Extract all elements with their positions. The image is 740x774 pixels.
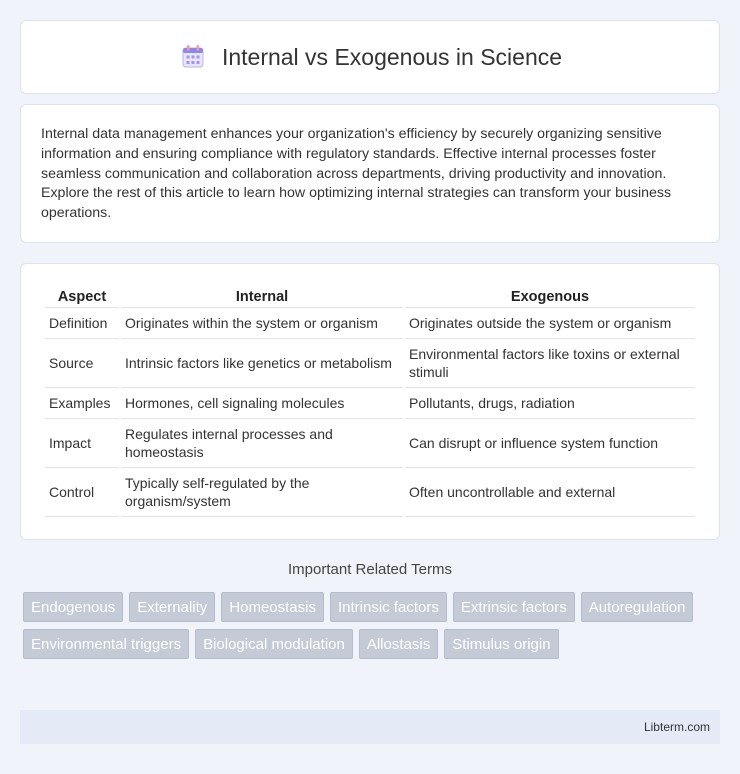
tag-autoregulation[interactable]: Autoregulation <box>581 592 694 622</box>
tag-allostasis[interactable]: Allostasis <box>359 629 438 659</box>
tag-externality[interactable]: Externality <box>129 592 215 622</box>
related-terms-title: Important Related Terms <box>288 561 452 578</box>
tag-homeostasis[interactable]: Homeostasis <box>221 592 324 622</box>
cell-aspect: Examples <box>45 388 119 419</box>
cell-exogenous: Can disrupt or influence system function <box>405 419 695 468</box>
related-terms-list <box>23 592 723 659</box>
page-title: Internal vs Exogenous in Science <box>221 43 563 70</box>
cell-internal: Intrinsic factors like genetics or metabolism <box>121 339 403 388</box>
footer <box>20 710 720 744</box>
cell-internal: Typically self-regulated by the organism/system <box>121 468 403 517</box>
tag-intrinsic-factors[interactable]: Intrinsic factors <box>330 592 447 622</box>
table-row <box>45 468 695 517</box>
comparison-table-card <box>20 263 720 540</box>
table-header-row <box>45 284 695 308</box>
cell-internal: Hormones, cell signaling molecules <box>121 388 403 419</box>
table-row <box>45 388 695 419</box>
tag-stimulus-origin[interactable]: Stimulus origin <box>444 629 558 659</box>
cell-internal: Originates within the system or organism <box>121 308 403 339</box>
comparison-table <box>43 284 697 517</box>
table-row <box>45 419 695 468</box>
table-row <box>45 339 695 388</box>
header-exogenous: Exogenous <box>405 284 695 308</box>
tag-biological-modulation[interactable]: Biological modulation <box>195 629 353 659</box>
cell-internal: Regulates internal processes and homeostasis <box>121 419 403 468</box>
cell-exogenous: Often uncontrollable and external <box>405 468 695 517</box>
cell-aspect: Source <box>45 339 119 388</box>
calendar-icon <box>178 42 208 72</box>
footer-site-link[interactable]: Libterm.com <box>643 720 710 734</box>
tag-environmental-triggers[interactable]: Environmental triggers <box>23 629 189 659</box>
cell-aspect: Control <box>45 468 119 517</box>
cell-exogenous: Pollutants, drugs, radiation <box>405 388 695 419</box>
header-card <box>20 20 720 94</box>
cell-exogenous: Environmental factors like toxins or external stimuli <box>405 339 695 388</box>
intro-text: Internal data management enhances your organization's efficiency by securely organizing sensitive information and ensuring compliance with regulatory standards. Effective internal processes foster seamless communication and collaboration across departments, driving productivity and innovation. Explore the rest of this article to learn how optimizing internal strategies can transform your business operations. <box>41 126 672 222</box>
tag-endogenous[interactable]: Endogenous <box>23 592 123 622</box>
header-aspect: Aspect <box>45 284 119 308</box>
header-internal: Internal <box>121 284 403 308</box>
table-row <box>45 308 695 339</box>
cell-exogenous: Originates outside the system or organism <box>405 308 695 339</box>
cell-aspect: Impact <box>45 419 119 468</box>
tag-extrinsic-factors[interactable]: Extrinsic factors <box>453 592 575 622</box>
intro-card <box>20 104 720 243</box>
title-wrap <box>178 42 562 72</box>
cell-aspect: Definition <box>45 308 119 339</box>
